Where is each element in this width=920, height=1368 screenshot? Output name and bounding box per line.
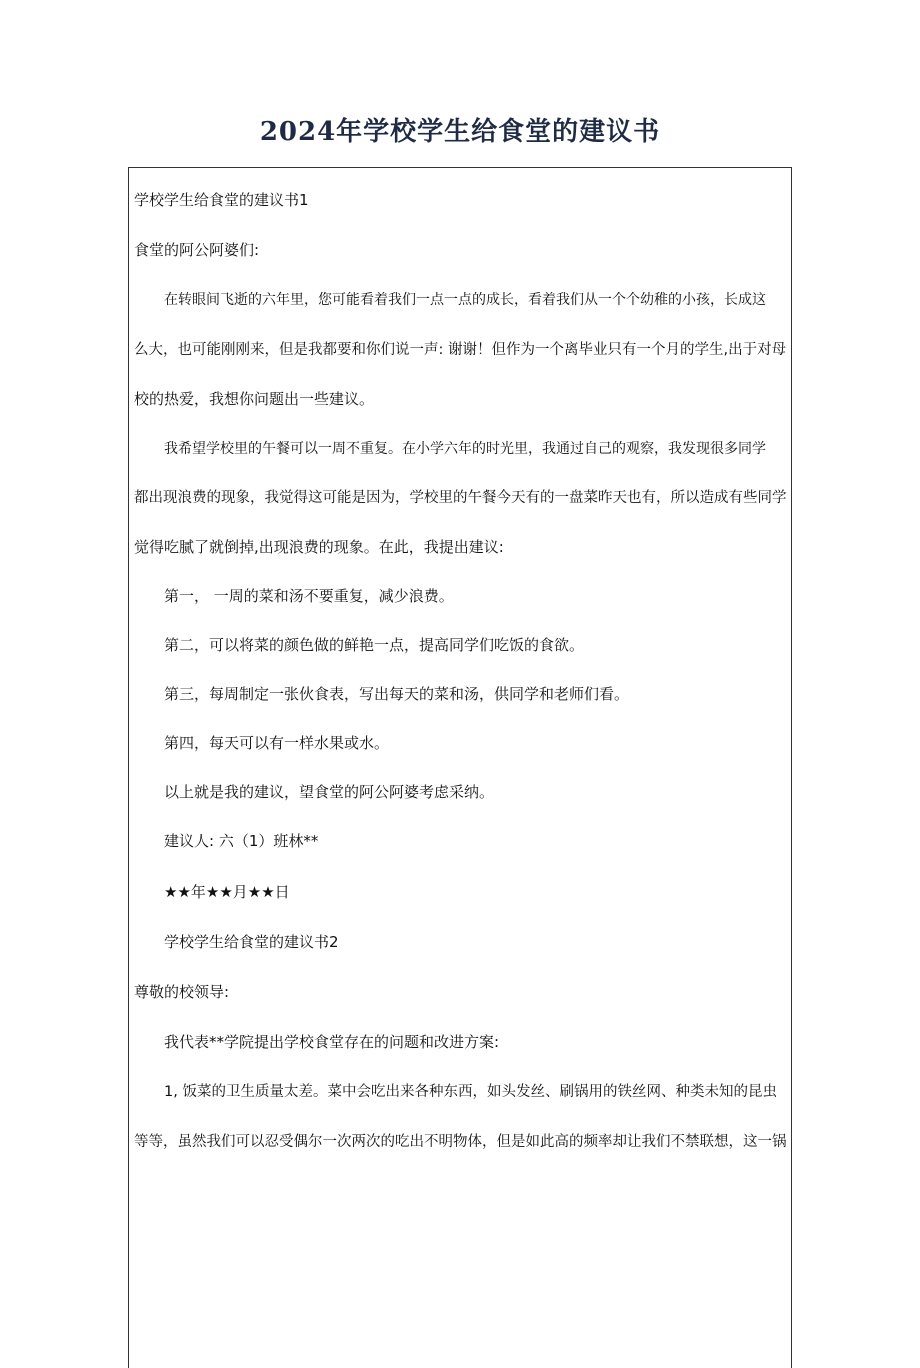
- list-item-2: 第二，可以将菜的颜色做的鲜艳一点，提高同学们吃饭的食欲。: [164, 636, 585, 654]
- closing-line: 以上就是我的建议，望食堂的阿公阿婆考虑采纳。: [164, 783, 495, 801]
- paragraph-line: 觉得吃腻了就倒掉,出现浪费的现象。在此，我提出建议:: [134, 538, 504, 556]
- paragraph-line: 校的热爱，我想你问题出一些建议。: [134, 390, 375, 408]
- signature-line: 建议人: 六（1）班林**: [164, 832, 319, 850]
- paragraph-line: 么大，也可能刚刚来，但是我都要和你们说一声: 谢谢！但作为一个离毕业只有一个月的学生,出于对母: [134, 342, 787, 358]
- paragraph-line: 等等，虽然我们可以忍受偶尔一次两次的吃出不明物体，但是如此高的频率却让我们不禁联想，这一锅: [134, 1134, 787, 1150]
- paragraph-line: 我代表**学院提出学校食堂存在的问题和改进方案:: [164, 1033, 500, 1051]
- section-heading-2: 学校学生给食堂的建议书2: [164, 933, 339, 951]
- date-line: ★★年★★月★★日: [164, 883, 290, 901]
- list-item-3: 第三，每周制定一张伙食表，写出每天的菜和汤，供同学和老师们看。: [164, 685, 630, 703]
- salutation-2: 尊敬的校领导:: [134, 983, 230, 1001]
- list-item-4: 第四，每天可以有一样水果或水。: [164, 734, 390, 752]
- list-item-1: 第一， 一周的菜和汤不要重复，减少浪费。: [164, 587, 454, 605]
- section-heading-1: 学校学生给食堂的建议书1: [134, 191, 309, 209]
- paragraph-line: 1, 饭菜的卫生质量太差。菜中会吃出来各种东西，如头发丝、刷锅用的铁丝网、种类未知的昆虫: [164, 1084, 777, 1100]
- paragraph-line: 我希望学校里的午餐可以一周不重复。在小学六年的时光里，我通过自己的观察，我发现很多同学: [164, 441, 766, 457]
- paragraph-line: 在转眼间飞逝的六年里，您可能看着我们一点一点的成长，看着我们从一个个幼稚的小孩，长成这: [164, 292, 766, 308]
- document-body-frame: [128, 167, 792, 1368]
- paragraph-line: 都出现浪费的现象，我觉得这可能是因为，学校里的午餐今天有的一盘菜昨天也有，所以造成有些同学: [134, 490, 787, 506]
- document-title: 2024年学校学生给食堂的建议书: [259, 117, 661, 147]
- salutation-1: 食堂的阿公阿婆们:: [134, 241, 260, 259]
